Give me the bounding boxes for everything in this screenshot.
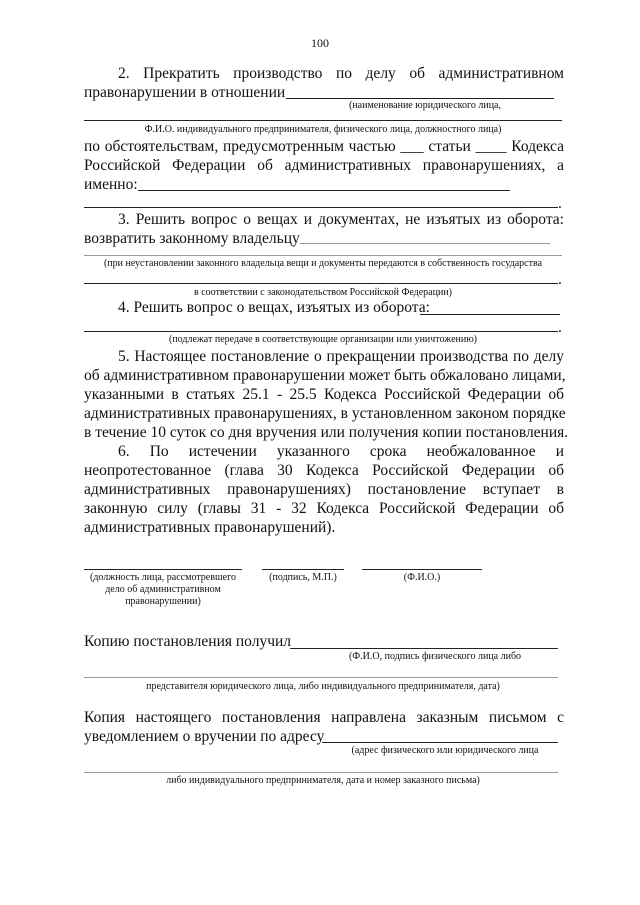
p3-line2: возвратить законному владельцу [84, 230, 300, 247]
namely-field[interactable] [138, 190, 510, 191]
hint-copy-received-2: представителя юридического лица, либо индивидуального предпринимателя, дата) [146, 681, 500, 692]
p6-line4: законную силу (главы 31 - 32 Кодекса Российской Федерации об [84, 500, 564, 517]
p2-line3: по обстоятельствам, предусмотренным частью ___ статьи ____ Кодекса [84, 138, 564, 155]
hint-seized: (подлежат передаче в соответствующие организации или уничтожению) [168, 334, 478, 345]
owner-field[interactable] [300, 243, 550, 244]
p2-period: . [558, 195, 562, 212]
p6-line3: административных правонарушениях) постановление вступает в [84, 481, 564, 498]
p2-line1: 2. Прекратить производство по делу об административном [118, 65, 564, 82]
p3-period: . [558, 271, 562, 288]
p5-line2: об административном правонарушении может быть обжаловано лицами, [84, 367, 566, 384]
p6-line1: 6. По истечении указанного срока необжалованное и [118, 443, 564, 460]
p6-line5: административных правонарушений). [84, 519, 336, 536]
position-label-line2: дело об административном [105, 584, 221, 595]
position-field[interactable] [84, 569, 242, 570]
copy-sent-line2: уведомлением о вручении по адресу [84, 728, 325, 745]
seized-field[interactable] [420, 314, 560, 315]
p4-period: . [558, 319, 562, 336]
hint-owner: (при неустановлении законного владельца вещи и документы передаются в собственность государства [103, 258, 543, 269]
p4-line1: 4. Решить вопрос о вещах, изъятых из оборота: [118, 299, 430, 316]
p2-line2: правонарушении в отношении [84, 84, 286, 101]
p5-line1: 5. Настоящее постановление о прекращении производства по делу [118, 348, 564, 365]
org-name-field[interactable] [286, 98, 554, 99]
hint-address: (адрес физического или юридического лица [351, 745, 539, 756]
p6-line2: неопротестованное (глава 30 Кодекса Российской Федерации об [84, 462, 564, 479]
position-label-line3: правонарушении) [125, 596, 201, 607]
copy-received-field[interactable] [290, 648, 558, 649]
hint-address-2: либо индивидуального предпринимателя, дата и номер заказного письма) [166, 775, 480, 786]
hint-person-name: Ф.И.О. индивидуального предпринимателя, физического лица, должностного лица) [144, 124, 502, 135]
copy-received-label: Копию постановления получил [84, 633, 292, 650]
copy-received-field-2[interactable] [84, 677, 558, 678]
signature-label: (подпись, М.П.) [269, 572, 337, 583]
seized-field-2[interactable] [84, 331, 558, 332]
signature-field[interactable] [262, 569, 344, 570]
hint-org-name: (наименование юридического лица, [348, 100, 501, 111]
copy-sent-line1: Копия настоящего постановления направлена заказным письмом с [84, 709, 564, 726]
address-field-2[interactable] [84, 772, 558, 773]
hint-copy-received: (Ф.И.О, подпись физического лица либо [348, 651, 522, 662]
p2-line5: именно: [84, 176, 138, 193]
namely-field-2[interactable] [84, 207, 558, 208]
person-name-field[interactable] [84, 120, 562, 121]
page-number: 100 [311, 36, 329, 50]
p3-line1: 3. Решить вопрос о вещах и документах, не изъятых из оборота: [118, 211, 564, 228]
p5-line5: в течение 10 суток со дня вручения или получения копии постановления. [84, 424, 569, 441]
owner-field-2[interactable] [84, 255, 562, 256]
position-label-line1: (должность лица, рассмотревшего [90, 572, 236, 583]
owner-field-3[interactable] [84, 283, 558, 284]
hint-owner-law: в соответствии с законодательством Российской Федерации) [193, 287, 453, 298]
fio-field[interactable] [362, 569, 482, 570]
position-label [84, 572, 242, 608]
p5-line3: указанными в статьях 25.1 - 25.5 Кодекса Российской Федерации об [84, 386, 564, 403]
p2-line4: Российской Федерации об административных правонарушениях, а [84, 157, 564, 174]
fio-label: (Ф.И.О.) [403, 572, 441, 583]
address-field[interactable] [322, 742, 558, 743]
p5-line4: административных правонарушениях, в установленном законом порядке [84, 405, 566, 422]
